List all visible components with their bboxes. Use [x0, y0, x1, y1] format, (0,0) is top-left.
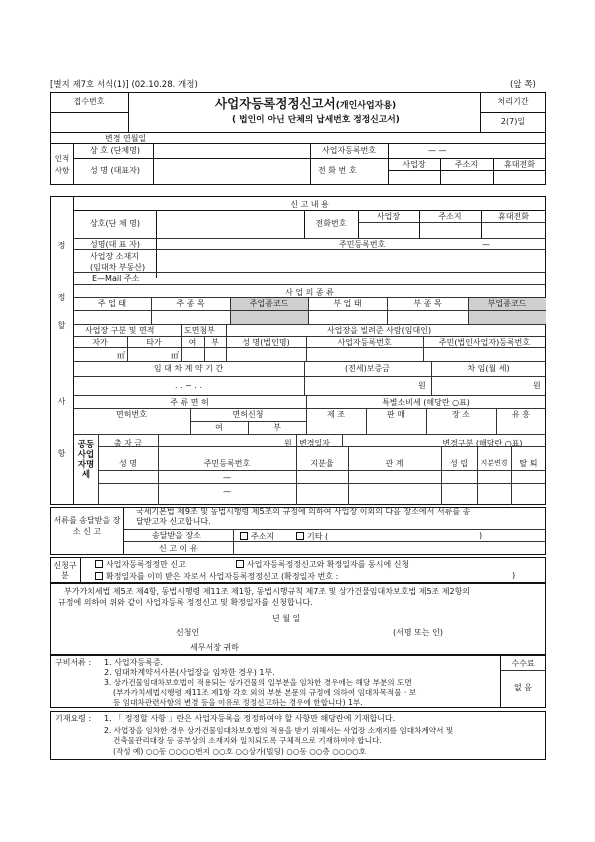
own-label: 자가 [92, 338, 108, 347]
liquor-license-header: 주 류 면 허 [170, 398, 209, 407]
apply-option-1[interactable]: 사업자등록정정만 신고 [95, 560, 186, 569]
biz-reg-no-dashes: — — [428, 146, 447, 155]
page-side: (앞 쪽) [510, 80, 536, 90]
sub-biz-item-label: 부 종 목 [413, 299, 442, 308]
excise-sale: 판 매 [387, 410, 405, 419]
change-date-label: 변경 연월일 [105, 134, 147, 143]
lessor-name-label: 성 명(법인명) [242, 338, 290, 347]
report-trade-name-label: 상호(단 체 명) [90, 219, 140, 228]
license-no-label: 면허번호 [116, 410, 147, 419]
trade-name-label: 상 호 (단체명) [90, 146, 140, 155]
main-biz-type-label: 주 업 태 [97, 299, 127, 308]
report-resident-dash: — [482, 240, 490, 249]
delivery-address-checkbox[interactable] [240, 532, 248, 540]
instruction-item-2b: 건축물관리대장 등 공부상의 소재지와 일치되도록 구체적으로 기재하여야 합니다. [113, 736, 382, 745]
declaration-date: 년 월 일 [272, 614, 301, 623]
apply-option-3-checkbox[interactable] [95, 572, 103, 580]
co-owner-relation-col: 관 계 [385, 459, 404, 468]
personal-info-label: 인적사항 [54, 154, 70, 175]
license-apply-yes: 여 [215, 423, 223, 432]
form-number: [별지 제7호 서식(1)] (02.10.28. 개정) [50, 80, 198, 90]
delivery-place-label: 송달받을 장소 [152, 531, 201, 540]
report-phone-label: 전화번호 [315, 219, 347, 228]
lessor-biz-no-label: 사업자등록번호 [337, 338, 392, 347]
contribution-label: 출 자 금 [113, 439, 143, 448]
delivery-label: 서류를 송달받을 장소 신 고 [53, 516, 121, 536]
sub-biz-type-label: 부 업 태 [333, 299, 362, 308]
apply-type-label: 신청구분 [53, 561, 77, 580]
rented-label: 타가 [146, 338, 162, 347]
biz-reg-no-label: 사업자등록번호 [322, 146, 377, 155]
area-label: 사업장 구분 및 면적 [85, 326, 155, 335]
instructions-label: 기재요령 : [55, 714, 92, 723]
address-label: 주소지 [454, 160, 479, 169]
biz-type-header: 사 업 의 종 류 [285, 288, 334, 297]
report-mobile-label: 휴대전화 [498, 212, 529, 221]
delivery-text-1: 국세기본법 제9조 및 동법시행령 제5조의 규정에 의하여 사업장 이외의 다음 장소에서 서류를 송 [136, 507, 471, 516]
co-owner-label: 공동사업자명세 [77, 440, 95, 480]
excise-manufacture: 제 조 [327, 410, 345, 419]
rented-area-unit: ㎡ [171, 351, 179, 360]
report-resident-no-label: 주민등록번호 [339, 240, 386, 249]
report-workplace-label: 사업장 [376, 212, 401, 221]
instruction-item-1: 1. 「 정정할 사항 」란은 사업자등록을 정정하여야 할 사항만 해당란에 기재합니다. [104, 714, 396, 723]
declaration-line-2: 규정에 의하여 위와 같이 사업자등록 정정신고 및 확정일자를 신청합니다. [58, 598, 313, 607]
co-owner-share-col: 지분율 [310, 459, 334, 468]
lease-period-label: 임 대 차 계 약 기 간 [153, 364, 224, 373]
signature-label: (서명 또는 인) [393, 628, 443, 637]
delivery-text-2: 달받고자 신고합니다. [136, 517, 211, 526]
main-biz-code-label: 주업종코드 [249, 299, 289, 308]
excise-place: 장 소 [452, 410, 470, 419]
co-owner-row1-dash: — [223, 473, 231, 482]
delivery-reason-label: 신 고 이 유 [159, 544, 198, 553]
processing-days: 2(7)일 [500, 117, 526, 126]
deposit-won: 원 [418, 381, 426, 390]
co-owner-withdraw-col: 탈 퇴 [519, 459, 538, 468]
rent-label: 차 임(월 세) [467, 364, 510, 373]
floor-plan-no: 부 [211, 338, 219, 347]
apply-option-1-checkbox[interactable] [95, 560, 103, 568]
declaration-line-1: 부가가치세법 제5조 제4항, 동법시행령 제11조 제1항, 동법시행규칙 제7조 및 상가건물임대차보호법 제5조 제2항의 [64, 587, 471, 596]
phone-label: 전 화 번 호 [318, 166, 357, 175]
apply-option-2-checkbox[interactable] [236, 560, 244, 568]
apply-option-3[interactable]: 확정일자를 이미 받은 자로서 사업자등록정정신고 (확정일자 번호 : [95, 572, 338, 581]
change-type-label: 변경구분 (해당란 ○표) [442, 439, 523, 448]
report-address-label: 주소지 [438, 212, 462, 221]
license-apply-label: 면허신청 [232, 410, 264, 419]
apply-option-3-close: ) [512, 571, 516, 580]
report-location-label: 사업장 소재지 [90, 252, 139, 261]
contribution-won: 원 [284, 439, 292, 448]
fee-label: 수수료 [511, 659, 535, 668]
attachment-item-3: 3. 상가건물임대차보호법이 적용되는 상가건물의 일부분을 임차한 경우에는 해당 부분의 도면 [104, 678, 412, 687]
workplace-label: 사업장 [402, 160, 426, 169]
report-location-sub: (임대차 부동산) [90, 263, 146, 272]
applicant-label: 신청인 [176, 628, 200, 637]
attachments-label: 구비서류 : [55, 658, 92, 667]
sub-biz-code-label: 부업종코드 [487, 299, 527, 308]
instruction-example: (작성 예) ○○동 ○○○○번지 ○○호 ○○상가(빌딩) ○○동 ○○층 ○○○○호 [113, 747, 367, 756]
deposit-label: (전세)보증금 [345, 364, 390, 373]
attachment-item-3c: 등 임대차관련사항의 변경 등을 이유로 정정신고하는 경우에 한합니다) 1부. [113, 698, 363, 707]
floor-plan-label: 도면첨부 [184, 326, 215, 335]
attachment-item-3b: (부가가치세법시행령 제11조 제1항 각호 외의 부분 본문의 규정에 의하여 임대차목적물 · 보 [113, 688, 417, 697]
processing-period-label: 처리기간 [497, 97, 529, 106]
addressee: 세무서장 귀하 [190, 643, 239, 652]
co-owner-share-change-col: 지분변경 [480, 459, 508, 467]
delivery-other-option[interactable]: 기타 ( [296, 532, 328, 541]
co-owner-establish-col: 성 립 [450, 459, 468, 468]
fee-value: 없 음 [514, 683, 532, 692]
own-area-unit: ㎡ [117, 351, 125, 360]
form-title: 사업자등록정정신고서(개인사업자용) [215, 96, 397, 111]
name-label: 성 명 (대표자) [90, 166, 140, 175]
attachment-item-2: 2. 임대차계약서사본(사업장을 임차한 경우) 1부. [104, 668, 275, 677]
apply-option-2[interactable]: 사업자등록정정신고와 확정일자를 동시에 신청 [236, 560, 409, 569]
rent-won: 원 [533, 381, 541, 390]
co-owner-change-date-label: 변경일자 [299, 439, 330, 448]
lessor-res-no-label: 주민(법인사업자)등록번호 [438, 338, 531, 347]
receipt-number-label: 접수번호 [73, 97, 105, 106]
lease-date-range: . . ~ . . [174, 381, 203, 390]
excise-tax-header: 특별소비세 (해당란 ○표) [382, 398, 470, 407]
co-owner-name-col: 성 명 [119, 459, 137, 468]
delivery-address-option[interactable]: 주소지 [240, 532, 274, 541]
report-rep-name-label: 성명(대 표 자) [90, 240, 140, 249]
co-owner-resident-col: 주민등록번호 [203, 459, 251, 468]
license-apply-no: 부 [273, 423, 281, 432]
attachment-item-1: 1. 사업자등록증. [104, 658, 164, 667]
form-subtitle: ( 법인이 아닌 단체의 납세번호 정정신고서) [232, 115, 400, 125]
main-biz-item-label: 주 종 목 [176, 299, 205, 308]
lessor-header: 사업장을 빌려준 사람(임대인) [327, 326, 432, 335]
delivery-other-close: ) [479, 531, 483, 540]
delivery-other-checkbox[interactable] [296, 532, 304, 540]
content-header: 신 고 내 용 [290, 200, 329, 209]
floor-plan-yes: 여 [188, 338, 197, 347]
report-email-label: E—Mail 주소 [92, 274, 140, 283]
mobile-label: 휴대전화 [504, 160, 535, 169]
co-owner-row2-dash: — [223, 487, 231, 496]
excise-entertainment: 유 흥 [512, 410, 530, 419]
instruction-item-2: 2. 사업장을 임차한 경우 상가건물임대차보호법의 적용을 받기 위해서는 사업장 소재지를 임대차계약서 및 [104, 726, 454, 735]
